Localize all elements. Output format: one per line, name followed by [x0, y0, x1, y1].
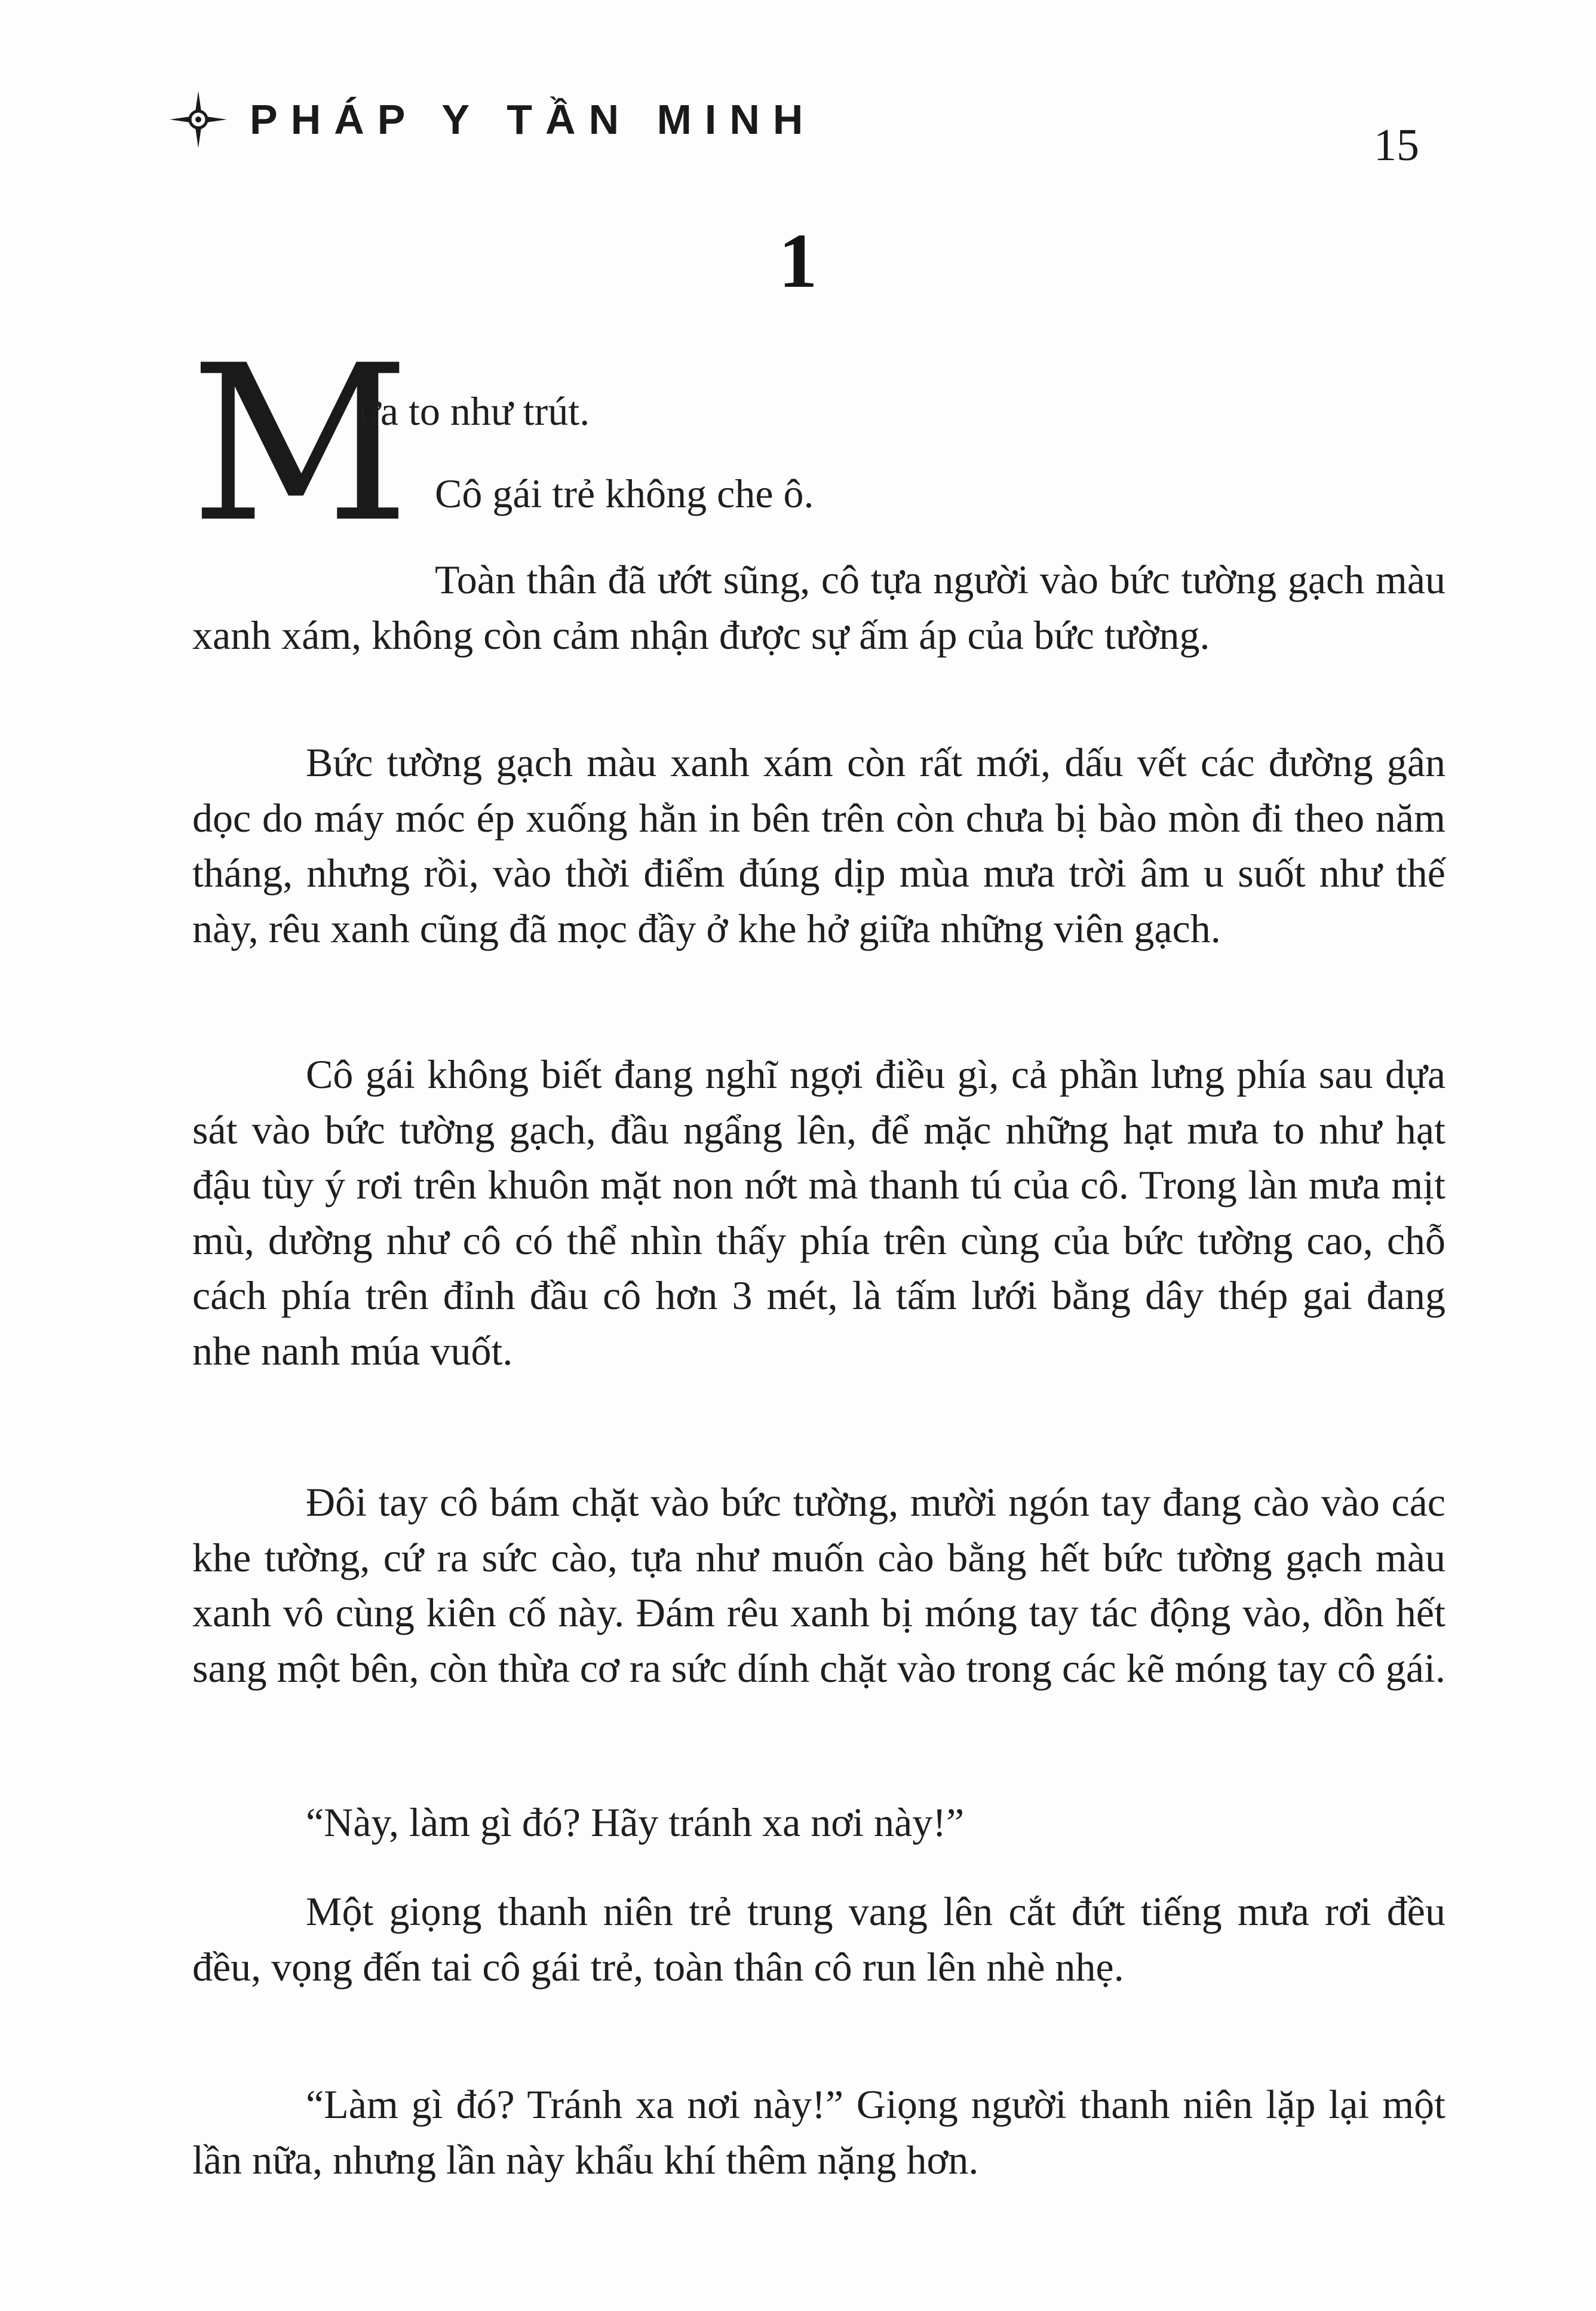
paragraph: Một giọng thanh niên trẻ trung vang lên cắt đứt tiếng mưa rơi đều đều, vọng đến tai cô gái trẻ, toàn thân cô run lên nhè nhẹ.	[192, 1889, 1445, 1990]
running-header	[168, 90, 816, 149]
paragraph: Đôi tay cô bám chặt vào bức tường, mười ngón tay đang cào vào các khe tường, cứ ra sức cào, tựa như muốn cào bằng hết bức tường gạch màu xanh vô cùng kiên cố này. Đám rêu xanh bị móng tay tác động vào, dồn hết sang một bên, còn thừa cơ ra sức dính chặt vào trong các kẽ móng tay cô gái.	[192, 1479, 1446, 1691]
page-number: 15	[1374, 120, 1419, 170]
paragraph: Cô gái không biết đang nghĩ ngợi điều gì, cả phần lưng phía sau dựa sát vào bức tường gạch, đầu ngẩng lên, để mặc những hạt mưa to như hạt đậu tùy ý rơi trên khuôn mặt non nớt mà thanh tú của cô. Trong làn mưa mịt mù, dường như cô có thể nhìn thấy phía trên cùng của bức tường cao, chỗ cách phía trên đỉnh đầu cô hơn 3 mét, là tấm lưới bằng dây thép gai đang nhe nanh múa vuốt.	[192, 1052, 1445, 1374]
opening-line: ưa to như trút.	[358, 388, 590, 434]
drop-cap-letter: M	[190, 319, 410, 569]
book-title: PHÁP Y TẦN MINH	[250, 96, 817, 143]
paragraph: Toàn thân đã ướt sũng, cô tựa người vào bức tường gạch màu xanh xám, không còn cảm nhận được sự ấm áp của bức tường.	[192, 557, 1445, 658]
paragraph: “Này, làm gì đó? Hãy tránh xa nơi này!”	[306, 1800, 965, 1845]
drop-cap	[190, 319, 410, 569]
paragraph: Bức tường gạch màu xanh xám còn rất mới, dấu vết các đường gân dọc do máy móc ép xuống hằn in bên trên còn chưa bị bào mòn đi theo năm tháng, nhưng rồi, vào thời điểm đúng dịp mùa mưa trời âm u suốt như thế này, rêu xanh cũng đã mọc đầy ở khe hở giữa những viên gạch.	[192, 740, 1445, 951]
compass-star-ornament-icon	[168, 90, 228, 149]
chapter-number: 1	[778, 218, 818, 304]
paragraph: “Làm gì đó? Tránh xa nơi này!” Giọng người thanh niên lặp lại một lần nữa, nhưng lần này khẩu khí thêm nặng hơn.	[192, 2082, 1445, 2183]
second-line: Cô gái trẻ không che ô.	[435, 471, 814, 516]
